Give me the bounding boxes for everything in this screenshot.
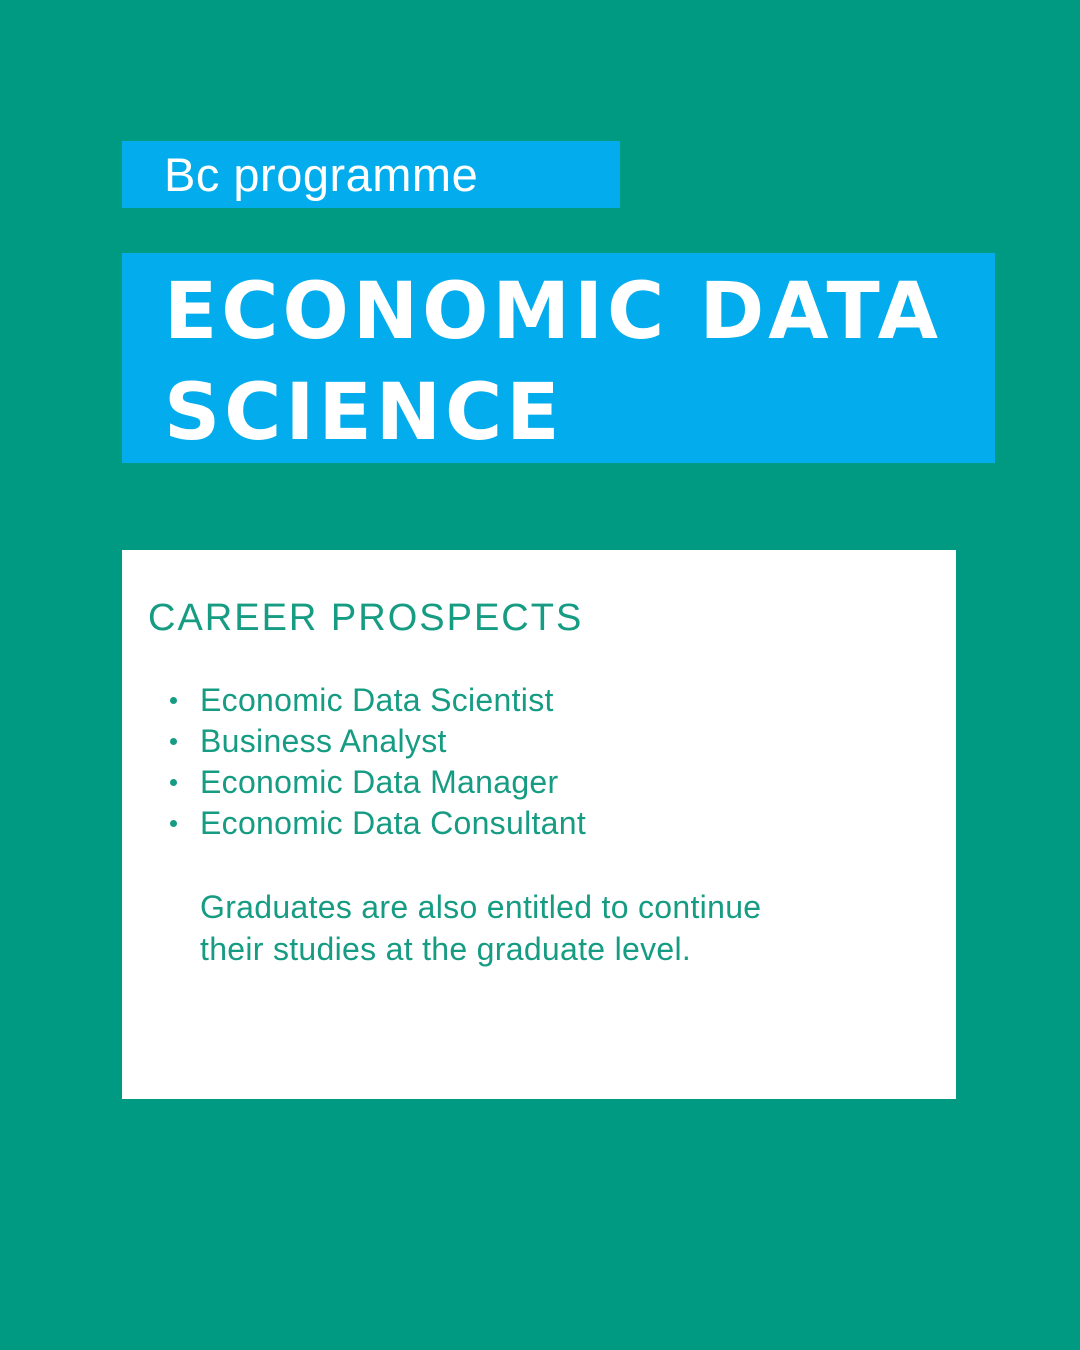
- program-type-label: Bc programme: [164, 148, 479, 201]
- career-item-label: Economic Data Scientist: [200, 682, 554, 718]
- bullet-dot-icon: [170, 738, 177, 745]
- career-item-label: Economic Data Manager: [200, 764, 559, 800]
- career-list: [122, 680, 956, 844]
- bullet-dot-icon: [170, 820, 177, 827]
- program-type-badge: [122, 141, 620, 208]
- graduate-note-line-1: Graduates are also entitled to continue: [200, 889, 762, 925]
- career-prospects-card: [122, 550, 956, 1099]
- bullet-dot-icon: [170, 697, 177, 704]
- graduate-note: [200, 886, 956, 970]
- career-item-label: Business Analyst: [200, 723, 447, 759]
- title-block: [122, 253, 995, 463]
- career-item-business-analyst: [122, 721, 956, 762]
- graduate-note-line-2: their studies at the graduate level.: [200, 931, 692, 967]
- career-item-label: Economic Data Consultant: [200, 805, 587, 841]
- career-item-economic-data-scientist: [122, 680, 956, 721]
- bullet-dot-icon: [170, 779, 177, 786]
- title-line-2: SCIENCE: [164, 368, 564, 458]
- career-item-economic-data-consultant: [122, 803, 956, 844]
- career-item-economic-data-manager: [122, 762, 956, 803]
- title-line-1: ECONOMIC DATA: [164, 267, 943, 357]
- career-prospects-heading: CAREER PROSPECTS: [148, 597, 584, 639]
